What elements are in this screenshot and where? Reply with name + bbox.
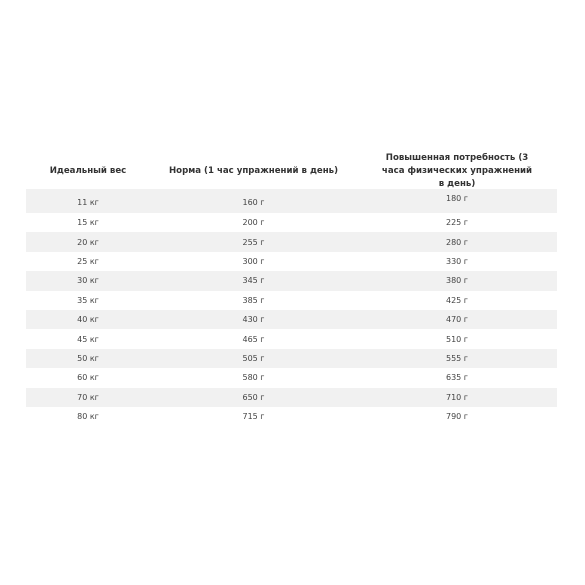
- cell-increased: 710 г: [445, 392, 468, 402]
- cell-normal: 200 г: [242, 218, 265, 228]
- cell-normal: 580 г: [242, 373, 265, 383]
- cell-weight: 20 кг: [77, 237, 99, 247]
- table-header-row: [26, 152, 557, 189]
- cell-increased: 380 г: [445, 276, 468, 286]
- cell-weight: 60 кг: [77, 373, 99, 383]
- table-row: [26, 252, 557, 271]
- cell-weight: 35 кг: [77, 295, 99, 305]
- cell-normal: 300 г: [242, 256, 265, 266]
- cell-normal: 465 г: [242, 334, 265, 344]
- header-ideal-weight: Идеальный вес: [49, 165, 127, 176]
- cell-increased: 635 г: [445, 373, 468, 383]
- cell-weight: 80 кг: [77, 412, 99, 422]
- cell-increased: 425 г: [445, 295, 468, 305]
- cell-weight: 45 кг: [77, 334, 99, 344]
- cell-normal: 505 г: [242, 353, 265, 363]
- feeding-table: [26, 152, 557, 426]
- cell-normal: 385 г: [242, 295, 265, 305]
- cell-normal: 160 г: [242, 197, 265, 207]
- header-increased-need: Повышенная потребность (3 часа физических упражнений в день): [381, 152, 533, 189]
- cell-increased: 790 г: [445, 412, 468, 422]
- cell-weight: 15 кг: [77, 218, 99, 228]
- cell-increased: 330 г: [445, 256, 468, 266]
- cell-weight: 40 кг: [77, 315, 99, 325]
- cell-increased: 280 г: [445, 237, 468, 247]
- cell-normal: 715 г: [242, 412, 265, 422]
- cell-normal: 430 г: [242, 315, 265, 325]
- cell-increased: 225 г: [445, 218, 468, 228]
- cell-increased: 470 г: [445, 315, 468, 325]
- table-row: [26, 189, 557, 213]
- cell-increased: 180 г: [445, 193, 468, 203]
- cell-increased: 555 г: [445, 353, 468, 363]
- table-row: [26, 271, 557, 290]
- table-row: [26, 329, 557, 348]
- table-row: [26, 407, 557, 426]
- table-row: [26, 213, 557, 232]
- table-row: [26, 349, 557, 368]
- table-row: [26, 310, 557, 329]
- cell-increased: 510 г: [445, 334, 468, 344]
- cell-weight: 25 кг: [77, 256, 99, 266]
- cell-weight: 50 кг: [77, 353, 99, 363]
- table-row: [26, 291, 557, 310]
- cell-normal: 255 г: [242, 237, 265, 247]
- cell-weight: 30 кг: [77, 276, 99, 286]
- cell-weight: 11 кг: [77, 197, 99, 207]
- table-row: [26, 388, 557, 407]
- table-row: [26, 232, 557, 251]
- cell-weight: 70 кг: [77, 392, 99, 402]
- cell-normal: 650 г: [242, 392, 265, 402]
- cell-normal: 345 г: [242, 276, 265, 286]
- table-row: [26, 368, 557, 387]
- header-normal-need: Норма (1 час упражнений в день): [168, 165, 339, 176]
